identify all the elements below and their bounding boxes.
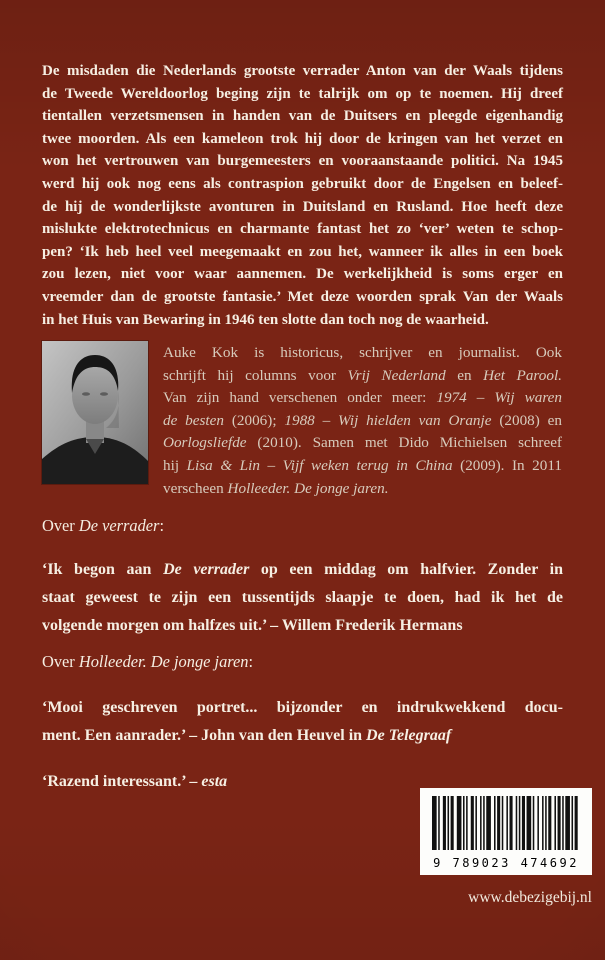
text-segment: De Telegraaf <box>366 727 452 745</box>
text-segment: de hij de wonderlijkste avonturen in Duitsland en Rusland. Hoe heeft deze <box>42 198 563 215</box>
barcode-bars <box>430 796 582 850</box>
barcode-number: 9 789023 474692 <box>433 856 579 870</box>
text-segment: (2008) en <box>491 411 562 429</box>
text-segment: won het vertrouwen van burgemeesters en vooraanstaande politici. Na 1945 <box>42 153 563 170</box>
text-segment: Vrij Nederland <box>347 366 446 384</box>
review-heading-2 <box>42 652 563 672</box>
review-quote-1 <box>42 556 563 641</box>
text-segment: ment. Een aanrader.’ – John van den Heuvel in <box>42 727 367 745</box>
barcode <box>420 788 592 875</box>
text-segment: Van zijn hand verschenen onder meer: <box>163 389 437 407</box>
text-segment: (2010). Samen met Dido Michielsen schreef <box>246 434 562 452</box>
text-segment: Oorlogsliefde <box>163 434 247 452</box>
text-segment: staat geweest te zijn een tussentijds slaapje te doen, had ik het de <box>42 589 563 607</box>
text-segment: De verrader <box>78 516 160 535</box>
text-segment: Auke Kok is historicus, schrijver en journalist. Ook <box>163 344 562 361</box>
text-segment: Over <box>42 652 79 671</box>
text-segment: Holleeder. De jonge jaren <box>78 652 249 671</box>
text-segment: ‘Ik begon aan <box>42 561 164 578</box>
text-segment: esta <box>201 773 228 790</box>
text-segment: de Tweede Wereldoorlog beging zijn te talrijk om op te noemen. Hij dreef <box>42 85 563 102</box>
text-segment: 1974 – Wij waren <box>436 389 562 407</box>
text-segment: : <box>159 516 164 535</box>
text-segment: ‘Razend interessant.’ – <box>42 773 202 790</box>
author-photo <box>42 341 148 484</box>
text-segment: schrijft hij columns voor <box>163 366 348 384</box>
text-segment: in het Huis van Bewaring in 1946 ten slotte dan toch nog de waarheid. <box>42 311 489 328</box>
text-segment: Lisa & Lin – Vijf weken terug in China <box>186 456 453 474</box>
text-segment: zou lezen, niet voor waar aannemen. De werkelijkheid is soms erger en <box>42 266 563 283</box>
text-segment: ‘Mooi geschreven portret... bijzonder en indrukwekkend docu- <box>42 699 563 716</box>
text-segment: Het Parool. <box>483 366 562 384</box>
review-quote-3 <box>42 768 382 796</box>
text-segment: 1988 – Wij hielden van Oranje <box>284 411 492 429</box>
text-segment: Holleeder. De jonge jaren. <box>227 479 389 497</box>
text-segment: twee moorden. Als een kameleon trok hij door de kringen van het verzet en <box>42 130 563 147</box>
author-portrait-graphic <box>42 341 148 484</box>
text-segment: de besten <box>163 411 224 429</box>
text-segment: (2009). In 2011 <box>452 456 562 474</box>
text-segment: pen? ‘Ik heb heel veel meegemaakt en zou het, wanneer ik alles in een boek <box>42 243 563 260</box>
text-segment: verscheen <box>163 479 228 497</box>
text-segment: Over <box>42 516 79 535</box>
text-segment: mislukte elektrotechnicus en charmante fantast het zo ‘ver’ weten te schop- <box>42 221 563 238</box>
text-segment: De verrader <box>163 561 250 578</box>
author-bio <box>163 342 562 500</box>
text-segment: tientallen verzetsmensen in handen van de Duitsers en pleegde eigenhandig <box>42 108 563 125</box>
text-segment: werd hij ook nog eens als contraspion gebruikt door de Engelsen en beleef- <box>42 175 563 192</box>
text-segment: op een middag om halfvier. Zonder in <box>249 561 564 578</box>
review-heading-1 <box>42 516 563 536</box>
text-segment: (2006); <box>223 411 285 429</box>
text-segment: : <box>248 652 254 671</box>
text-segment: De misdaden die Nederlands grootste verrader Anton van der Waals tijdens <box>42 63 563 79</box>
synopsis <box>42 60 563 331</box>
text-segment: vreemder dan de grootste fantasie.’ Met deze woorden sprak Van der Waals <box>42 288 563 305</box>
text-segment: volgende morgen om halfzes uit.’ – Willem Frederik Hermans <box>42 617 463 635</box>
text-segment: hij <box>163 456 187 474</box>
publisher-website: www.debezigebij.nl <box>468 889 592 906</box>
review-quote-2 <box>42 694 563 750</box>
text-segment: en <box>445 366 484 384</box>
